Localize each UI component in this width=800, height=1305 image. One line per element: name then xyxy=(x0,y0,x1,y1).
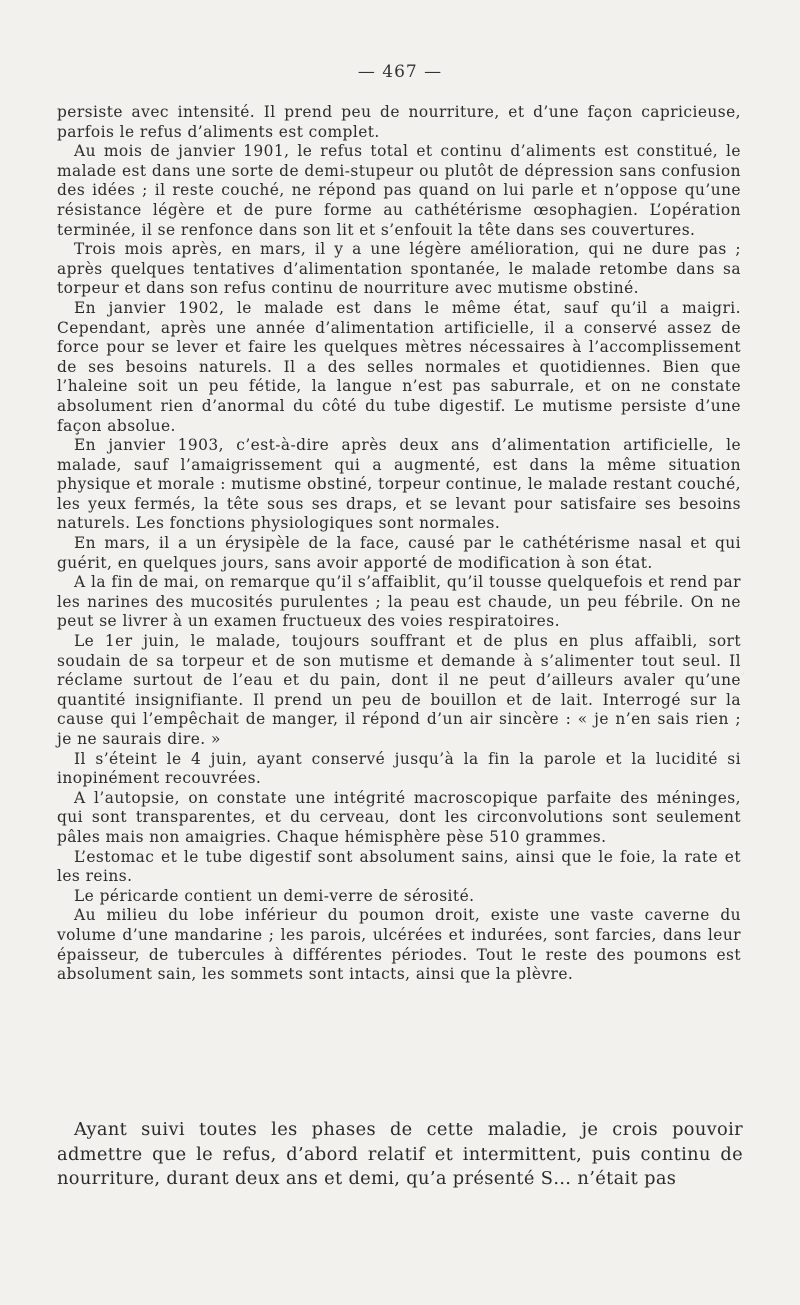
paragraph: persiste avec intensité. Il prend peu de nourriture, et d’une façon capricieuse, parfois le refus d’aliments est complet. xyxy=(57,103,741,141)
paragraph: En janvier 1902, le malade est dans le même état, sauf qu’il a maigri. Cependant, après une année d’alimentation artificielle, il a conservé assez de force pour se lever et faire les quelques mètres nécessaires à l’accomplissement de ses besoins naturels. Il a des selles normales et quotidiennes. Bien que l’haleine soit un peu fétide, la langue n’est pas saburrale, et on ne constate absolument rien d’anormal du côté du tube digestif. Le mutisme persiste d’une façon absolue. xyxy=(57,298,741,435)
conclusion-paragraph: Ayant suivi toutes les phases de cette maladie, je crois pouvoir admettre que le refus, d’abord relatif et intermittent, puis continu de nourriture, durant deux ans et demi, qu’a présenté S… n’était pas xyxy=(57,1119,743,1189)
page-number: — 467 — xyxy=(357,62,443,82)
paragraph: L’estomac et le tube digestif sont absolument sains, ainsi que le foie, la rate et les reins. xyxy=(57,847,741,886)
observation-text xyxy=(57,103,741,985)
paragraph: Au milieu du lobe inférieur du poumon droit, existe une vaste caverne du volume d’une mandarine ; les parois, ulcérées et indurées, sont farcies, dans leur épaisseur, de tubercules à différentes périodes. Tout le reste des poumons est absolument sain, les sommets sont intacts, ainsi que la plèvre. xyxy=(57,906,741,984)
paragraph: Au mois de janvier 1901, le refus total et continu d’aliments est constitué, le malade est dans une sorte de demi-stupeur ou plutôt de dépression sans confusion des idées ; il reste couché, ne répond pas quand on lui parle et n’oppose qu’une résistance légère et de pure forme au cathétérisme œsophagien. L’opération terminée, il se renfonce dans son lit et s’enfouit la tête dans ses couvertures. xyxy=(57,142,741,239)
paragraph: Trois mois après, en mars, il y a une légère amélioration, qui ne dure pas ; après quelques tentatives d’alimentation spontanée, le malade retombe dans sa torpeur et dans son refus continu de nourriture avec mutisme obstiné. xyxy=(57,240,741,298)
paragraph: En mars, il a un érysipèle de la face, causé par le cathétérisme nasal et qui guérit, en quelques jours, sans avoir apporté de modification à son état. xyxy=(57,534,741,572)
paragraph: En janvier 1903, c’est-à-dire après deux ans d’alimentation artificielle, le malade, sauf l’amaigrissement qui a augmenté, est dans la même situation physique et morale : mutisme obstiné, torpeur continue, le malade restant couché, les yeux fermés, la tête sous ses draps, et se levant pour satisfaire ses besoins naturels. Les fonctions physiologiques sont normales. xyxy=(57,436,741,533)
paragraph: Le péricarde contient un demi-verre de sérosité. xyxy=(74,886,475,905)
paragraph: Le 1er juin, le malade, toujours souffrant et de plus en plus affaibli, sort soudain de sa torpeur et de son mutisme et demande à s’alimenter tout seul. Il réclame surtout de l’eau et du pain, dont il ne peut d’ailleurs avaler qu’une quantité insignifiante. Il prend un peu de bouillon et de lait. Interrogé sur la cause qui l’empêchait de manger, il répond d’un air sincère : « je n’en sais rien ; je ne saurais dire. » xyxy=(57,632,741,748)
paragraph: A la fin de mai, on remarque qu’il s’affaiblit, qu’il tousse quelquefois et rend par les narines des mucosités purulentes ; la peau est chaude, un peu fébrile. On ne peut se livrer à un examen fructueux des voies respiratoires. xyxy=(57,573,741,631)
paragraph: A l’autopsie, on constate une intégrité macroscopique parfaite des méninges, qui sont transparentes, et du cerveau, dont les circonvolutions sont seulement pâles mais non amaigries. Chaque hémisphère pèse 510 grammes. xyxy=(57,788,741,846)
paragraph: Il s’éteint le 4 juin, ayant conservé jusqu’à la fin la parole et la lucidité si inopinément recouvrées. xyxy=(57,749,741,788)
